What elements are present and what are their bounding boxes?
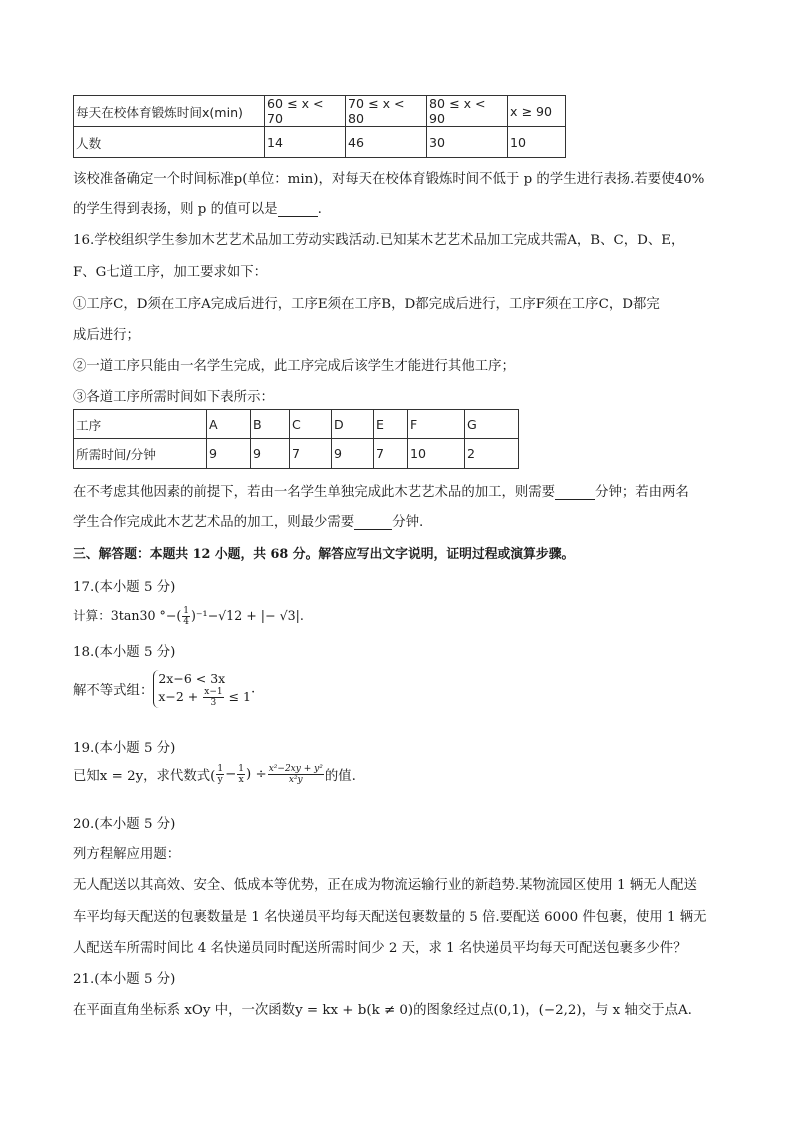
q20-line4: 人配送车所需时间比 4 名快递员同时配送所需时间少 2 天，求 1 名快递员平均每天可配送包裹多少件？ [73,941,687,956]
section-heading: 三、解答题：本题共 12 小题，共 68 分。解答应写出文字说明，证明过程或演算步骤。 [73,547,575,562]
table-cell: 人数 [74,127,265,158]
q18-system [73,670,255,708]
table-cell: 每天在校体育锻炼时间x(min) [74,96,265,127]
q19-text: − [225,767,237,782]
q18-text: 解不等式组： [73,683,154,699]
q16-line8 [73,511,423,530]
table-cell: 7 [374,439,408,469]
fraction [237,764,245,785]
table-cell: 工序 [74,410,207,439]
table-cell: A [207,410,251,439]
q20-line3: 车平均每天配送的包裹数量是 1 名快递员平均每天配送包裹数量的 5 倍.要配送 6000 件包裹，使用 1 辆无 [73,910,707,925]
table-cell: 所需时间/分钟 [74,439,207,469]
q15-line1: 该校准备确定一个时间标准p(单位：min)，对每天在校体育锻炼时间不低于 p 的学生进行表扬.若要使40% [73,172,705,187]
numerator: x−1 [204,687,223,697]
q16-line6: ③各道工序所需时间如下表所示： [73,390,274,405]
table-row [74,127,566,158]
table-cell: F [408,410,465,439]
q15-line2 [73,198,322,217]
answer-blank [555,485,595,500]
q16-text: 分钟；若由两名 [595,485,689,500]
q16-line2: F、G七道工序，加工要求如下： [73,265,268,280]
q16-line7 [73,481,689,500]
table-cell: 9 [207,439,251,469]
table-cell: x ≥ 90 [508,96,566,127]
ineq-part: x−2 + [158,689,203,704]
q19-text: 已知x = 2y，求代数式( [73,769,216,784]
q17-text: 计算：3tan30 °−( [73,608,182,623]
table-cell: 9 [332,439,374,469]
q19-expression [73,764,356,785]
table-cell: 70 ≤ x < 80 [346,96,427,127]
table-cell: E [374,410,408,439]
table-row [74,439,519,469]
process-time-table [73,409,519,469]
q15-end: . [317,202,322,217]
table-cell: 30 [427,127,508,158]
table-row [74,96,566,127]
ineq-part: ≤ 1 [224,689,251,704]
numerator: x²−2xy + y² [268,764,323,774]
q19-end: 的值. [324,769,356,784]
table-cell: C [290,410,332,439]
denominator: x [238,775,244,785]
denominator: 4 [183,617,189,627]
fraction [182,606,190,627]
fraction [268,764,324,785]
table-cell: B [251,410,290,439]
table-cell: D [332,410,374,439]
fraction [216,764,224,785]
exercise-time-table [73,95,566,158]
numerator: 1 [183,606,189,616]
inequality-1: 2x−6 < 3x [158,671,226,686]
denominator: y [217,775,223,785]
q16-line5: ②一道工序只能由一名学生完成，此工序完成后该学生才能进行其他工序； [73,359,515,374]
table-cell: 46 [346,127,427,158]
q17-head: 17.(本小题 5 分) [73,580,176,595]
denominator: 3 [210,698,217,708]
q20-line2: 无人配送以其高效、安全、低成本等优势，正在成为物流运输行业的新趋势.某物流园区使用 1 辆无人配送 [73,878,697,893]
q20-head: 20.(本小题 5 分) [73,817,176,832]
numerator: 1 [217,764,224,774]
q19-text: ) ÷ [246,767,267,782]
inequality-2 [158,687,251,708]
table-cell: 2 [465,439,519,469]
q20-line1: 列方程解应用题： [73,847,181,862]
answer-blank [354,515,392,530]
table-cell: 60 ≤ x < 70 [265,96,346,127]
q16-line1: 16.学校组织学生参加木艺艺术品加工劳动实践活动.已知某木艺艺术品加工完成共需A，B、C，D、E， [73,233,685,248]
q19-head: 19.(本小题 5 分) [73,741,176,756]
table-cell: 10 [408,439,465,469]
answer-blank [278,202,318,217]
table-cell: 9 [251,439,290,469]
q16-line4: 成后进行； [73,328,140,343]
q21-head: 21.(本小题 5 分) [73,972,176,987]
table-cell: 10 [508,127,566,158]
table-cell: 80 ≤ x < 90 [427,96,508,127]
q21-line1: 在平面直角坐标系 xOy 中，一次函数y = kx + b(k ≠ 0)的图象经过点(0,1)，(−2,2)，与 x 轴交于点A. [73,1003,692,1018]
q17-expression [73,605,304,627]
q16-text: 在不考虑其他因素的前提下，若由一名学生单独完成此木艺艺术品的加工，则需要 [73,485,556,500]
q18-end: . [250,681,256,697]
q18-head: 18.(本小题 5 分) [73,645,176,660]
denominator: x²y [288,775,303,785]
q16-text: 分钟. [392,515,424,530]
q16-text: 学生合作完成此木艺艺术品的加工，则最少需要 [73,515,355,530]
table-cell: 7 [290,439,332,469]
inequality-system [153,670,251,708]
table-row [74,410,519,439]
numerator: 1 [238,764,245,774]
q15-text: 的学生得到表扬，则 p 的值可以是 [73,202,278,217]
table-cell: G [465,410,519,439]
q17-text: )⁻¹−√12 + |− √3|. [191,608,304,623]
q16-line3: ①工序C，D须在工序A完成后进行，工序E须在工序B，D都完成后进行，工序F须在工序C，D都完 [73,297,660,312]
table-cell: 14 [265,127,346,158]
fraction [203,687,223,708]
